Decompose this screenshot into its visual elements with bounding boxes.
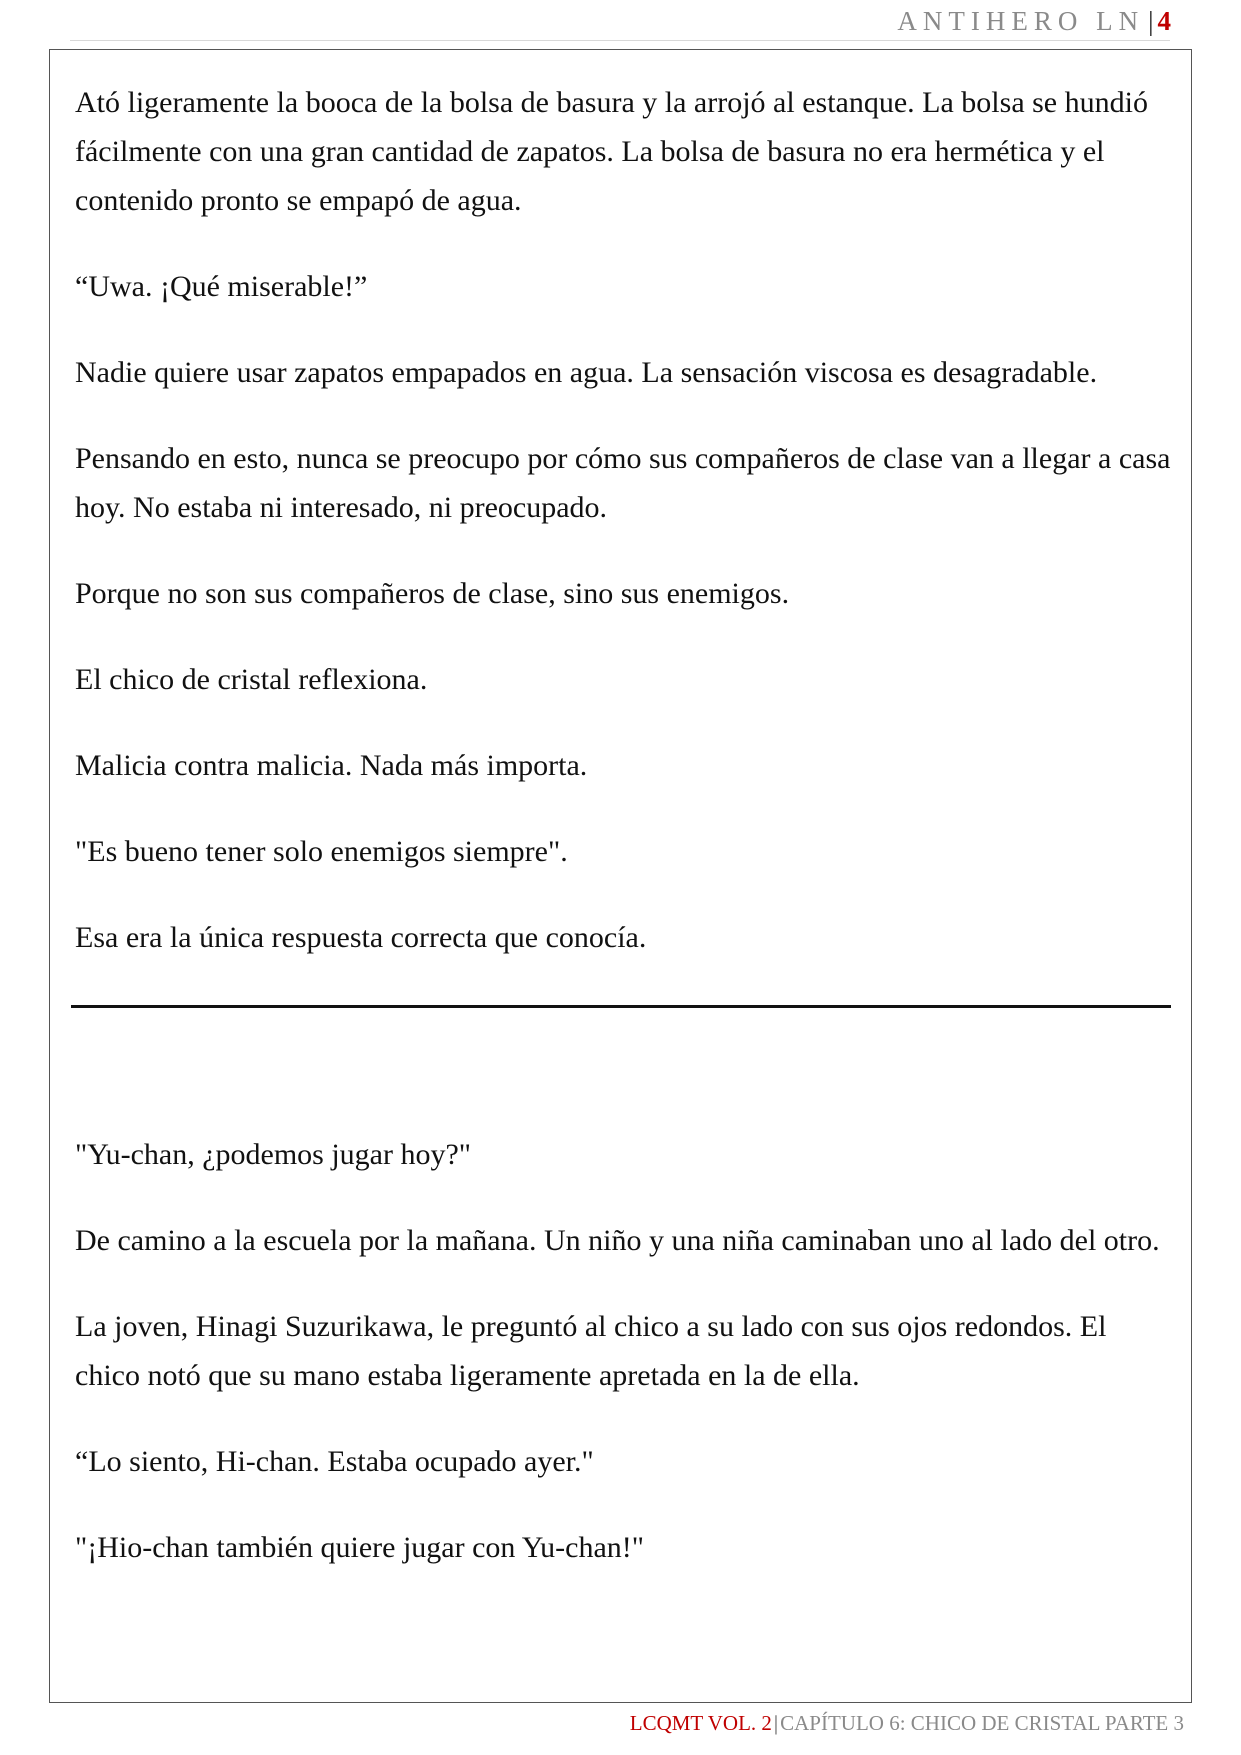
paragraph: "Yu-chan, ¿podemos jugar hoy?" xyxy=(75,1138,472,1171)
paragraph: "Es bueno tener solo enemigos siempre". xyxy=(75,835,568,868)
running-footer xyxy=(630,1711,1184,1736)
paragraph: "¡Hio-chan también quiere jugar con Yu-chan!" xyxy=(75,1531,644,1564)
volume-label: LCQMT VOL. 2 xyxy=(629,1711,772,1735)
paragraph: De camino a la escuela por la mañana. Un niño y una niña caminaban uno al lado del otro. xyxy=(75,1224,1160,1257)
chapter-label: CAPÍTULO 6: CHICO DE CRISTAL PARTE 3 xyxy=(780,1711,1184,1735)
paragraph: Porque no son sus compañeros de clase, sino sus enemigos. xyxy=(75,577,790,610)
book-title: ANTIHERO LN xyxy=(897,6,1145,36)
page-number: 4 xyxy=(1157,6,1171,36)
paragraph: Pensando en esto, nunca se preocupo por cómo sus compañeros de clase van a llegar a casa hoy. No estaba ni interesado, ni preocupado. xyxy=(75,442,1171,524)
footer-separator: | xyxy=(773,1711,779,1735)
running-header xyxy=(897,6,1171,37)
paragraph: Nadie quiere usar zapatos empapados en agua. La sensación viscosa es desagradable. xyxy=(75,356,1098,389)
paragraph: “Lo siento, Hi-chan. Estaba ocupado ayer." xyxy=(75,1445,594,1478)
paragraph: La joven, Hinagi Suzurikawa, le preguntó al chico a su lado con sus ojos redondos. El chico notó que su mano estaba ligeramente apretada en la de ella. xyxy=(75,1310,1107,1392)
paragraph: Esa era la única respuesta correcta que conocía. xyxy=(75,921,647,954)
paragraph: “Uwa. ¡Qué miserable!” xyxy=(75,270,368,303)
header-separator: | xyxy=(1148,6,1154,36)
paragraph: El chico de cristal reflexiona. xyxy=(75,663,428,696)
paragraph: Ató ligeramente la booca de la bolsa de basura y la arrojó al estanque. La bolsa se hundió fácilmente con una gran cantidad de zapatos. La bolsa de basura no era hermética y el contenido pronto se empapó de agua. xyxy=(75,86,1148,217)
scene-break-rule xyxy=(71,1005,1171,1008)
paragraph: Malicia contra malicia. Nada más importa. xyxy=(75,749,588,782)
header-rule xyxy=(70,40,1170,41)
text-section-2 xyxy=(75,1130,1175,1609)
text-section-1 xyxy=(75,78,1175,999)
